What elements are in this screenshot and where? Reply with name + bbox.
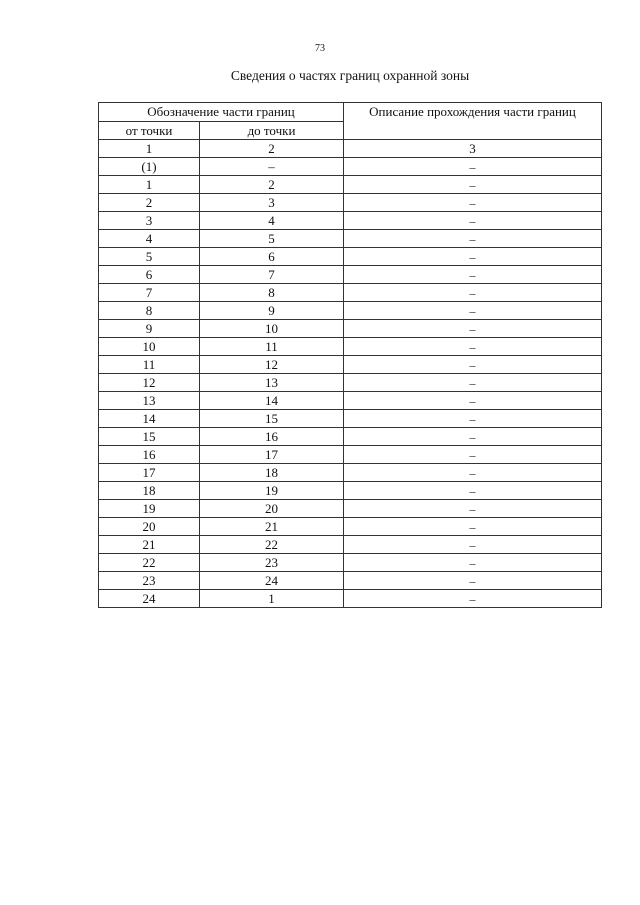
to-point-cell: 8 — [200, 284, 344, 302]
document-title: Сведения о частях границ охранной зоны — [230, 68, 470, 83]
description-cell: – — [344, 248, 602, 266]
column-number: 3 — [344, 140, 602, 158]
to-point-cell: 10 — [200, 320, 344, 338]
table-row — [99, 428, 602, 446]
to-point-cell: 23 — [200, 554, 344, 572]
description-cell: – — [344, 572, 602, 590]
from-point-cell: 20 — [99, 518, 200, 536]
description-cell: – — [344, 230, 602, 248]
description-cell: – — [344, 176, 602, 194]
to-point-cell: 5 — [200, 230, 344, 248]
from-point-header: от точки — [99, 122, 200, 140]
from-point-cell: 15 — [99, 428, 200, 446]
from-point-cell: 19 — [99, 500, 200, 518]
table-row — [99, 176, 602, 194]
description-cell: – — [344, 356, 602, 374]
from-point-cell: 21 — [99, 536, 200, 554]
from-point-cell: 7 — [99, 284, 200, 302]
description-cell: – — [344, 500, 602, 518]
description-cell: – — [344, 428, 602, 446]
from-point-cell: 12 — [99, 374, 200, 392]
table-row — [99, 464, 602, 482]
table-row — [99, 500, 602, 518]
from-point-cell: 18 — [99, 482, 200, 500]
description-cell: – — [344, 554, 602, 572]
description-cell: – — [344, 482, 602, 500]
to-point-cell: 6 — [200, 248, 344, 266]
table-row — [99, 248, 602, 266]
to-point-header: до точки — [200, 122, 344, 140]
table-row — [99, 230, 602, 248]
table-row — [99, 320, 602, 338]
from-point-cell: 14 — [99, 410, 200, 428]
table-row — [99, 518, 602, 536]
from-point-cell: 3 — [99, 212, 200, 230]
description-cell: – — [344, 302, 602, 320]
table-row — [99, 374, 602, 392]
boundary-description-header: Описание прохождения части границ — [344, 103, 602, 140]
table-row — [99, 536, 602, 554]
description-cell: – — [344, 320, 602, 338]
from-point-cell: 4 — [99, 230, 200, 248]
boundary-parts-table — [98, 102, 602, 608]
description-cell: – — [344, 374, 602, 392]
from-point-cell: (1) — [99, 158, 200, 176]
to-point-cell: 3 — [200, 194, 344, 212]
boundary-designation-header: Обозначение части границ — [99, 103, 344, 122]
description-cell: – — [344, 284, 602, 302]
to-point-cell: 7 — [200, 266, 344, 284]
to-point-cell: 20 — [200, 500, 344, 518]
to-point-cell: 17 — [200, 446, 344, 464]
description-cell: – — [344, 212, 602, 230]
from-point-cell: 17 — [99, 464, 200, 482]
from-point-cell: 1 — [99, 176, 200, 194]
to-point-cell: 1 — [200, 590, 344, 608]
from-point-cell: 23 — [99, 572, 200, 590]
from-point-cell: 9 — [99, 320, 200, 338]
description-cell: – — [344, 446, 602, 464]
description-cell: – — [344, 464, 602, 482]
to-point-cell: 12 — [200, 356, 344, 374]
to-point-cell: 15 — [200, 410, 344, 428]
description-cell: – — [344, 194, 602, 212]
to-point-cell: 22 — [200, 536, 344, 554]
table-row — [99, 482, 602, 500]
table-row — [99, 266, 602, 284]
table-row — [99, 572, 602, 590]
to-point-cell: 16 — [200, 428, 344, 446]
description-cell: – — [344, 590, 602, 608]
from-point-cell: 24 — [99, 590, 200, 608]
from-point-cell: 13 — [99, 392, 200, 410]
from-point-cell: 6 — [99, 266, 200, 284]
table-row — [99, 446, 602, 464]
table-row — [99, 392, 602, 410]
description-cell: – — [344, 338, 602, 356]
from-point-cell: 5 — [99, 248, 200, 266]
table-row — [99, 338, 602, 356]
from-point-cell: 8 — [99, 302, 200, 320]
from-point-cell: 2 — [99, 194, 200, 212]
from-point-cell: 11 — [99, 356, 200, 374]
column-number: 2 — [200, 140, 344, 158]
column-numbers-row — [99, 140, 602, 158]
description-cell: – — [344, 410, 602, 428]
table-row — [99, 554, 602, 572]
to-point-cell: 13 — [200, 374, 344, 392]
table-row — [99, 410, 602, 428]
table-row — [99, 194, 602, 212]
table-row — [99, 590, 602, 608]
to-point-cell: 9 — [200, 302, 344, 320]
to-point-cell: 2 — [200, 176, 344, 194]
table-row — [99, 158, 602, 176]
to-point-cell: 24 — [200, 572, 344, 590]
description-cell: – — [344, 266, 602, 284]
page-number: 73 — [315, 43, 325, 54]
to-point-cell: 14 — [200, 392, 344, 410]
to-point-cell: – — [200, 158, 344, 176]
to-point-cell: 21 — [200, 518, 344, 536]
table-row — [99, 302, 602, 320]
description-cell: – — [344, 158, 602, 176]
description-cell: – — [344, 518, 602, 536]
description-cell: – — [344, 392, 602, 410]
to-point-cell: 18 — [200, 464, 344, 482]
to-point-cell: 11 — [200, 338, 344, 356]
from-point-cell: 16 — [99, 446, 200, 464]
from-point-cell: 22 — [99, 554, 200, 572]
from-point-cell: 10 — [99, 338, 200, 356]
to-point-cell: 4 — [200, 212, 344, 230]
to-point-cell: 19 — [200, 482, 344, 500]
description-cell: – — [344, 536, 602, 554]
table-row — [99, 284, 602, 302]
table-row — [99, 356, 602, 374]
column-number: 1 — [99, 140, 200, 158]
table-row — [99, 212, 602, 230]
